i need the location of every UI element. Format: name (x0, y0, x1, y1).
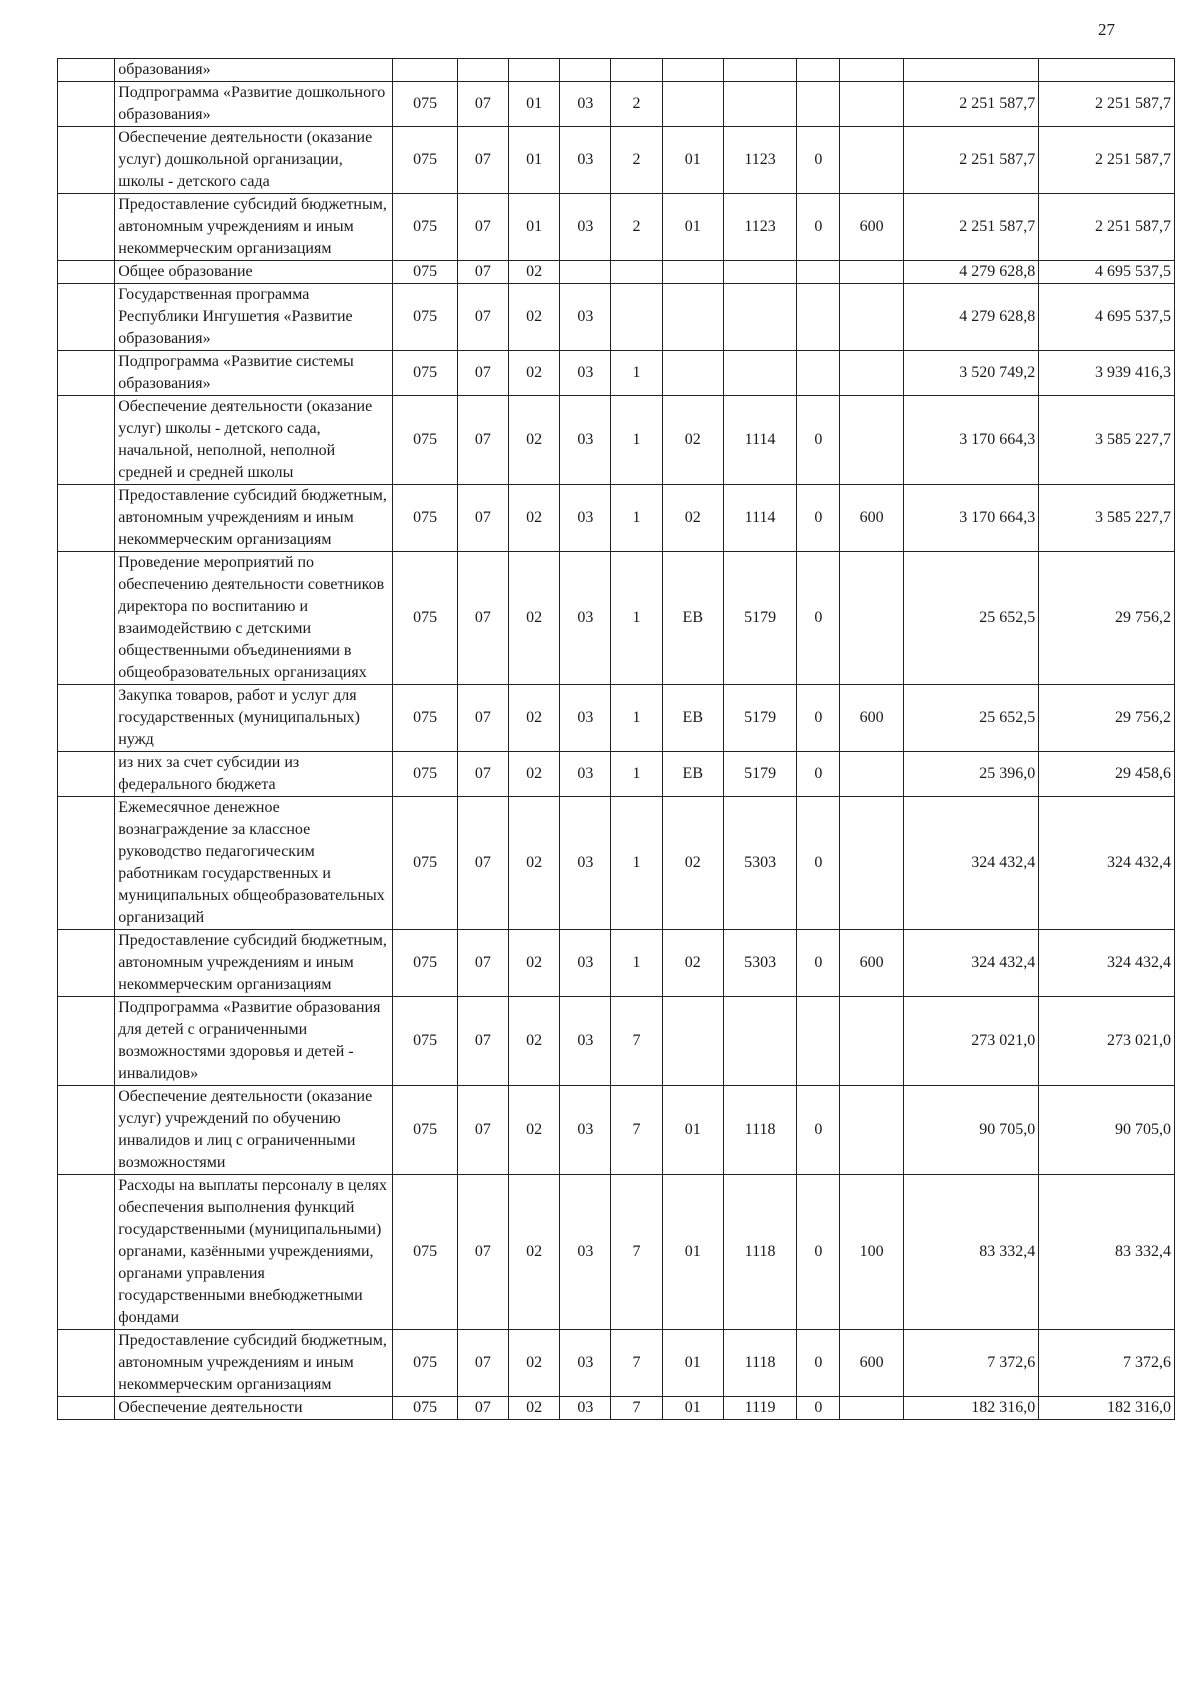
subprogram-code-cell: 1 (611, 752, 662, 797)
section-code-cell: 07 (457, 396, 508, 485)
section-code-cell: 07 (457, 351, 508, 396)
subsection-code-cell: 02 (508, 997, 559, 1086)
expense-type-cell: 600 (840, 930, 903, 997)
ministry-code-cell: 075 (393, 997, 457, 1086)
row-number-cell (58, 1175, 115, 1330)
ministry-code-cell: 075 (393, 127, 457, 194)
expense-type-cell (840, 261, 903, 284)
section-code-cell: 07 (457, 284, 508, 351)
ministry-code-cell: 075 (393, 284, 457, 351)
event-code-cell (662, 351, 723, 396)
extra-code-cell (797, 284, 840, 351)
row-name-cell: Предоставление субсидий бюджетным, автономным учреждениям и иным некоммерческим организациям (115, 1330, 393, 1397)
event-code-cell: 02 (662, 396, 723, 485)
table-row (58, 194, 1175, 261)
subprogram-code-cell (611, 261, 662, 284)
amount-year2-cell (1039, 59, 1175, 82)
event-code-cell: ЕВ (662, 752, 723, 797)
subsection-code-cell: 01 (508, 82, 559, 127)
extra-code-cell: 0 (797, 485, 840, 552)
section-code-cell (457, 59, 508, 82)
amount-year2-cell: 2 251 587,7 (1039, 127, 1175, 194)
table-row (58, 396, 1175, 485)
row-name-cell: Государственная программа Республики Ингушетия «Развитие образования» (115, 284, 393, 351)
event-code-cell: 01 (662, 1330, 723, 1397)
budget-table (57, 58, 1175, 1420)
row-name-cell: Предоставление субсидий бюджетным, автономным учреждениям и иным некоммерческим организациям (115, 485, 393, 552)
section-code-cell: 07 (457, 685, 508, 752)
amount-year2-cell: 4 695 537,5 (1039, 284, 1175, 351)
amount-year1-cell: 324 432,4 (903, 797, 1039, 930)
program-code-cell: 03 (560, 127, 611, 194)
event-code-cell (662, 997, 723, 1086)
expense-type-cell (840, 396, 903, 485)
direction-code-cell (723, 82, 796, 127)
amount-year2-cell: 324 432,4 (1039, 797, 1175, 930)
row-number-cell (58, 997, 115, 1086)
program-code-cell: 03 (560, 797, 611, 930)
ministry-code-cell: 075 (393, 485, 457, 552)
section-code-cell: 07 (457, 997, 508, 1086)
row-number-cell (58, 1086, 115, 1175)
program-code-cell: 03 (560, 1086, 611, 1175)
row-name-cell: Предоставление субсидий бюджетным, автономным учреждениям и иным некоммерческим организациям (115, 194, 393, 261)
expense-type-cell (840, 552, 903, 685)
ministry-code-cell: 075 (393, 552, 457, 685)
row-name-cell: Подпрограмма «Развитие образования для детей с ограниченными возможностями здоровья и детей - инвалидов» (115, 997, 393, 1086)
row-name-cell: Обеспечение деятельности (115, 1397, 393, 1420)
subsection-code-cell: 02 (508, 396, 559, 485)
ministry-code-cell: 075 (393, 261, 457, 284)
ministry-code-cell: 075 (393, 351, 457, 396)
subsection-code-cell: 02 (508, 797, 559, 930)
event-code-cell: 01 (662, 1397, 723, 1420)
row-number-cell (58, 59, 115, 82)
row-name-cell: Ежемесячное денежное вознаграждение за классное руководство педагогическим работникам государственных и муниципальных общеобразовательных организаций (115, 797, 393, 930)
table-row (58, 1397, 1175, 1420)
program-code-cell: 03 (560, 930, 611, 997)
subprogram-code-cell: 1 (611, 685, 662, 752)
subprogram-code-cell: 1 (611, 930, 662, 997)
direction-code-cell: 1114 (723, 396, 796, 485)
row-number-cell (58, 685, 115, 752)
event-code-cell: 02 (662, 485, 723, 552)
direction-code-cell (723, 284, 796, 351)
subsection-code-cell: 02 (508, 752, 559, 797)
amount-year1-cell: 25 652,5 (903, 685, 1039, 752)
table-row (58, 351, 1175, 396)
event-code-cell (662, 284, 723, 351)
extra-code-cell (797, 261, 840, 284)
amount-year2-cell: 83 332,4 (1039, 1175, 1175, 1330)
program-code-cell: 03 (560, 351, 611, 396)
amount-year2-cell: 29 756,2 (1039, 685, 1175, 752)
direction-code-cell (723, 261, 796, 284)
event-code-cell: 01 (662, 1086, 723, 1175)
subsection-code-cell: 02 (508, 351, 559, 396)
table-row (58, 930, 1175, 997)
amount-year2-cell: 3 585 227,7 (1039, 485, 1175, 552)
program-code-cell: 03 (560, 1397, 611, 1420)
extra-code-cell (797, 59, 840, 82)
direction-code-cell: 1118 (723, 1086, 796, 1175)
ministry-code-cell: 075 (393, 1175, 457, 1330)
subsection-code-cell: 01 (508, 127, 559, 194)
amount-year1-cell: 25 652,5 (903, 552, 1039, 685)
row-name-cell: из них за счет субсидии из федерального бюджета (115, 752, 393, 797)
event-code-cell: 02 (662, 797, 723, 930)
row-number-cell (58, 82, 115, 127)
ministry-code-cell: 075 (393, 82, 457, 127)
direction-code-cell: 5179 (723, 685, 796, 752)
row-name-cell: образования» (115, 59, 393, 82)
expense-type-cell (840, 997, 903, 1086)
event-code-cell: 01 (662, 1175, 723, 1330)
extra-code-cell: 0 (797, 930, 840, 997)
extra-code-cell: 0 (797, 1397, 840, 1420)
direction-code-cell: 5179 (723, 752, 796, 797)
section-code-cell: 07 (457, 797, 508, 930)
amount-year1-cell: 2 251 587,7 (903, 127, 1039, 194)
amount-year1-cell: 324 432,4 (903, 930, 1039, 997)
section-code-cell: 07 (457, 1397, 508, 1420)
table-row (58, 59, 1175, 82)
row-name-cell: Общее образование (115, 261, 393, 284)
direction-code-cell: 1119 (723, 1397, 796, 1420)
subprogram-code-cell (611, 59, 662, 82)
section-code-cell: 07 (457, 261, 508, 284)
table-row (58, 1175, 1175, 1330)
amount-year1-cell: 182 316,0 (903, 1397, 1039, 1420)
expense-type-cell: 600 (840, 685, 903, 752)
table-row (58, 82, 1175, 127)
direction-code-cell: 5303 (723, 797, 796, 930)
section-code-cell: 07 (457, 752, 508, 797)
ministry-code-cell: 075 (393, 1397, 457, 1420)
section-code-cell: 07 (457, 194, 508, 261)
expense-type-cell: 600 (840, 485, 903, 552)
subsection-code-cell: 01 (508, 194, 559, 261)
amount-year1-cell: 2 251 587,7 (903, 194, 1039, 261)
extra-code-cell: 0 (797, 552, 840, 685)
section-code-cell: 07 (457, 1086, 508, 1175)
expense-type-cell (840, 82, 903, 127)
ministry-code-cell: 075 (393, 752, 457, 797)
program-code-cell: 03 (560, 685, 611, 752)
ministry-code-cell: 075 (393, 797, 457, 930)
expense-type-cell (840, 284, 903, 351)
table-row (58, 552, 1175, 685)
event-code-cell: 01 (662, 194, 723, 261)
row-number-cell (58, 194, 115, 261)
program-code-cell: 03 (560, 485, 611, 552)
amount-year1-cell: 4 279 628,8 (903, 261, 1039, 284)
expense-type-cell (840, 127, 903, 194)
amount-year2-cell: 29 756,2 (1039, 552, 1175, 685)
event-code-cell (662, 261, 723, 284)
program-code-cell (560, 261, 611, 284)
row-name-cell: Подпрограмма «Развитие дошкольного образования» (115, 82, 393, 127)
subprogram-code-cell: 7 (611, 1086, 662, 1175)
extra-code-cell (797, 351, 840, 396)
amount-year1-cell: 4 279 628,8 (903, 284, 1039, 351)
program-code-cell: 03 (560, 82, 611, 127)
table-row (58, 752, 1175, 797)
amount-year2-cell: 324 432,4 (1039, 930, 1175, 997)
page-number: 27 (1098, 20, 1115, 39)
amount-year2-cell: 4 695 537,5 (1039, 261, 1175, 284)
subsection-code-cell: 02 (508, 1175, 559, 1330)
subprogram-code-cell (611, 284, 662, 351)
row-name-cell: Расходы на выплаты персоналу в целях обеспечения выполнения функций государственными (муниципальными) органами, казёнными учреждениями, органами управления государственными внебюджетными фондами (115, 1175, 393, 1330)
expense-type-cell (840, 351, 903, 396)
direction-code-cell (723, 351, 796, 396)
section-code-cell: 07 (457, 485, 508, 552)
row-name-cell: Обеспечение деятельности (оказание услуг) учреждений по обучению инвалидов и лиц с ограниченными возможностями (115, 1086, 393, 1175)
subsection-code-cell: 02 (508, 284, 559, 351)
direction-code-cell: 1118 (723, 1330, 796, 1397)
subprogram-code-cell: 2 (611, 82, 662, 127)
table-row (58, 261, 1175, 284)
amount-year1-cell: 90 705,0 (903, 1086, 1039, 1175)
subsection-code-cell: 02 (508, 685, 559, 752)
table-row (58, 797, 1175, 930)
extra-code-cell (797, 997, 840, 1086)
expense-type-cell (840, 1086, 903, 1175)
extra-code-cell: 0 (797, 1086, 840, 1175)
extra-code-cell: 0 (797, 685, 840, 752)
ministry-code-cell: 075 (393, 396, 457, 485)
direction-code-cell: 1123 (723, 127, 796, 194)
row-number-cell (58, 351, 115, 396)
section-code-cell: 07 (457, 82, 508, 127)
subprogram-code-cell: 1 (611, 552, 662, 685)
row-number-cell (58, 1397, 115, 1420)
direction-code-cell: 1118 (723, 1175, 796, 1330)
subprogram-code-cell: 7 (611, 997, 662, 1086)
amount-year1-cell (903, 59, 1039, 82)
subsection-code-cell: 02 (508, 930, 559, 997)
amount-year1-cell: 3 520 749,2 (903, 351, 1039, 396)
row-name-cell: Обеспечение деятельности (оказание услуг) школы - детского сада, начальной, неполной, неполной средней и средней школы (115, 396, 393, 485)
row-name-cell: Обеспечение деятельности (оказание услуг) дошкольной организации, школы - детского сада (115, 127, 393, 194)
subprogram-code-cell: 7 (611, 1330, 662, 1397)
event-code-cell: 01 (662, 127, 723, 194)
expense-type-cell (840, 1397, 903, 1420)
direction-code-cell (723, 59, 796, 82)
section-code-cell: 07 (457, 930, 508, 997)
program-code-cell: 03 (560, 396, 611, 485)
amount-year2-cell: 3 939 416,3 (1039, 351, 1175, 396)
subsection-code-cell: 02 (508, 1397, 559, 1420)
expense-type-cell: 600 (840, 194, 903, 261)
subprogram-code-cell: 7 (611, 1397, 662, 1420)
program-code-cell: 03 (560, 552, 611, 685)
amount-year2-cell: 7 372,6 (1039, 1330, 1175, 1397)
amount-year1-cell: 273 021,0 (903, 997, 1039, 1086)
subsection-code-cell: 02 (508, 1086, 559, 1175)
ministry-code-cell: 075 (393, 1330, 457, 1397)
program-code-cell: 03 (560, 1175, 611, 1330)
direction-code-cell: 1114 (723, 485, 796, 552)
extra-code-cell: 0 (797, 1330, 840, 1397)
subsection-code-cell: 02 (508, 552, 559, 685)
subsection-code-cell: 02 (508, 485, 559, 552)
program-code-cell: 03 (560, 997, 611, 1086)
direction-code-cell: 5179 (723, 552, 796, 685)
table-row (58, 485, 1175, 552)
extra-code-cell: 0 (797, 1175, 840, 1330)
section-code-cell: 07 (457, 127, 508, 194)
direction-code-cell (723, 997, 796, 1086)
section-code-cell: 07 (457, 552, 508, 685)
ministry-code-cell (393, 59, 457, 82)
amount-year2-cell: 2 251 587,7 (1039, 194, 1175, 261)
ministry-code-cell: 075 (393, 1086, 457, 1175)
event-code-cell: ЕВ (662, 685, 723, 752)
table-row (58, 127, 1175, 194)
ministry-code-cell: 075 (393, 194, 457, 261)
direction-code-cell: 5303 (723, 930, 796, 997)
row-number-cell (58, 752, 115, 797)
row-name-cell: Проведение мероприятий по обеспечению деятельности советников директора по воспитанию и взаимодействию с детскими общественными объединениями в общеобразовательных организациях (115, 552, 393, 685)
row-number-cell (58, 261, 115, 284)
row-number-cell (58, 284, 115, 351)
row-number-cell (58, 127, 115, 194)
expense-type-cell (840, 59, 903, 82)
section-code-cell: 07 (457, 1175, 508, 1330)
row-name-cell: Предоставление субсидий бюджетным, автономным учреждениям и иным некоммерческим организациям (115, 930, 393, 997)
table-row (58, 997, 1175, 1086)
subprogram-code-cell: 2 (611, 127, 662, 194)
amount-year2-cell: 90 705,0 (1039, 1086, 1175, 1175)
event-code-cell (662, 59, 723, 82)
program-code-cell: 03 (560, 752, 611, 797)
expense-type-cell (840, 797, 903, 930)
extra-code-cell: 0 (797, 194, 840, 261)
row-number-cell (58, 930, 115, 997)
subsection-code-cell (508, 59, 559, 82)
ministry-code-cell: 075 (393, 685, 457, 752)
amount-year1-cell: 3 170 664,3 (903, 485, 1039, 552)
amount-year2-cell: 3 585 227,7 (1039, 396, 1175, 485)
subprogram-code-cell: 1 (611, 797, 662, 930)
row-number-cell (58, 1330, 115, 1397)
event-code-cell: 02 (662, 930, 723, 997)
event-code-cell: ЕВ (662, 552, 723, 685)
subprogram-code-cell: 1 (611, 396, 662, 485)
expense-type-cell (840, 752, 903, 797)
ministry-code-cell: 075 (393, 930, 457, 997)
program-code-cell: 03 (560, 1330, 611, 1397)
program-code-cell: 03 (560, 284, 611, 351)
row-number-cell (58, 396, 115, 485)
row-number-cell (58, 797, 115, 930)
table-row (58, 1330, 1175, 1397)
table-row (58, 284, 1175, 351)
table-row (58, 685, 1175, 752)
extra-code-cell: 0 (797, 797, 840, 930)
extra-code-cell (797, 82, 840, 127)
amount-year2-cell: 29 458,6 (1039, 752, 1175, 797)
row-name-cell: Подпрограмма «Развитие системы образования» (115, 351, 393, 396)
event-code-cell (662, 82, 723, 127)
amount-year1-cell: 3 170 664,3 (903, 396, 1039, 485)
row-number-cell (58, 552, 115, 685)
expense-type-cell: 600 (840, 1330, 903, 1397)
program-code-cell (560, 59, 611, 82)
row-number-cell (58, 485, 115, 552)
subsection-code-cell: 02 (508, 261, 559, 284)
subprogram-code-cell: 2 (611, 194, 662, 261)
amount-year2-cell: 2 251 587,7 (1039, 82, 1175, 127)
extra-code-cell: 0 (797, 127, 840, 194)
amount-year2-cell: 273 021,0 (1039, 997, 1175, 1086)
table-row (58, 1086, 1175, 1175)
subsection-code-cell: 02 (508, 1330, 559, 1397)
extra-code-cell: 0 (797, 752, 840, 797)
expense-type-cell: 100 (840, 1175, 903, 1330)
amount-year1-cell: 7 372,6 (903, 1330, 1039, 1397)
amount-year1-cell: 25 396,0 (903, 752, 1039, 797)
amount-year1-cell: 83 332,4 (903, 1175, 1039, 1330)
amount-year1-cell: 2 251 587,7 (903, 82, 1039, 127)
program-code-cell: 03 (560, 194, 611, 261)
subprogram-code-cell: 7 (611, 1175, 662, 1330)
extra-code-cell: 0 (797, 396, 840, 485)
row-name-cell: Закупка товаров, работ и услуг для государственных (муниципальных) нужд (115, 685, 393, 752)
direction-code-cell: 1123 (723, 194, 796, 261)
subprogram-code-cell: 1 (611, 351, 662, 396)
subprogram-code-cell: 1 (611, 485, 662, 552)
section-code-cell: 07 (457, 1330, 508, 1397)
amount-year2-cell: 182 316,0 (1039, 1397, 1175, 1420)
